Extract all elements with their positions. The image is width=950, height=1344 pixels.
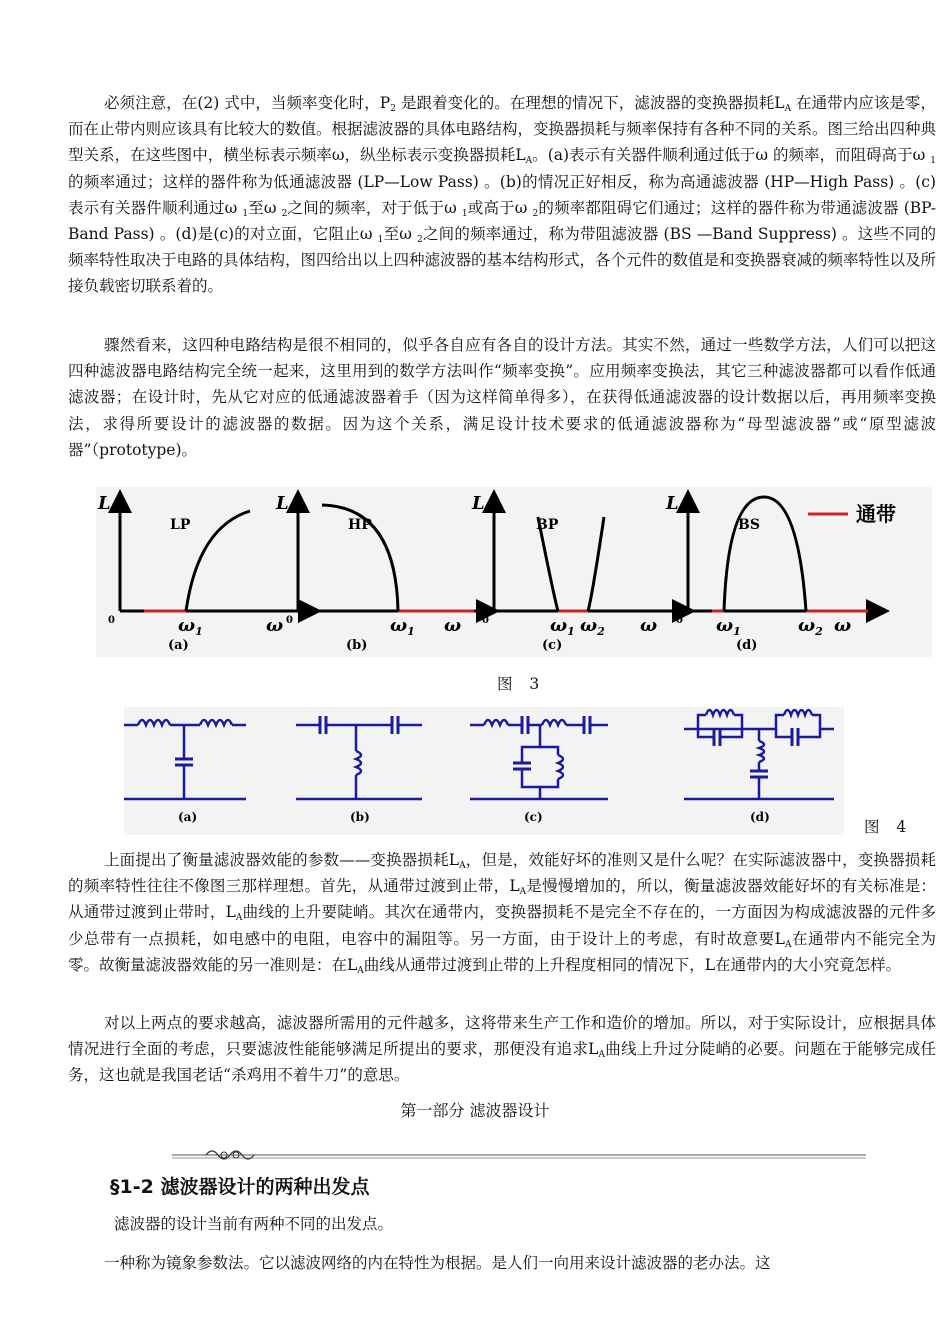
panel-type-label: HP <box>348 517 372 533</box>
paragraph-efficiency-criteria: 上面提出了衡量滤波器效能的参数——变换器损耗$L_A$，但是，效能好坏的准则又是什么呢？在实际滤波器中，变换器损耗的频率特性往往不像图三那样理想。首先，从通带过渡到止带，$L_A$是慢慢增加的，所以，衡量滤波器效能好坏的有关标准是：从通带过渡到止带时，$L_A$曲线的上升要陡峭。其次在通带内，变换器损耗不是完全不存在的，一方面因为构成滤波器的元件多少总带有一点损耗，如电感中的电阻，电容中的漏阻等。另一方面，由于设计上的考虑，有时故意要$L_A$在通带内不能完全为零。故衡量滤波器效能的另一准则是：在$L_A$曲线从通带过渡到止带的上升程度相同的情况下，L在通带内的大小究竟怎样。 <box>68 851 936 976</box>
x-axis-label: ω <box>834 615 852 636</box>
circuit-label: (d) <box>750 810 770 824</box>
circuit-bandpass <box>470 716 608 824</box>
inductor <box>138 720 170 725</box>
legend-passband-label: 通带 <box>856 502 896 526</box>
origin-label: 0 <box>676 615 683 626</box>
inductor <box>356 751 361 775</box>
part-title: 第一部分 滤波器设计 <box>400 1101 550 1120</box>
wire <box>742 715 784 729</box>
omega-label: $\omega_1$ <box>550 615 575 638</box>
origin-label: 0 <box>482 615 489 626</box>
circuit-label: (b) <box>350 810 370 824</box>
panel-label: (a) <box>168 638 189 653</box>
inductor <box>759 741 764 762</box>
wire <box>684 715 706 729</box>
loss-curve-panel-bs <box>665 493 884 653</box>
wire <box>798 729 820 737</box>
omega-label: $\omega_1$ <box>716 615 741 638</box>
figure-3-loss-curves <box>96 487 932 657</box>
circuit-lowpass <box>124 720 246 824</box>
inductor <box>484 720 508 725</box>
body-line: 一种称为镜象参数法。它以滤波网络的内在特性为根据。是人们一向用来设计滤波器的老办法。这 <box>104 1254 771 1272</box>
panel-label: (c) <box>542 638 563 653</box>
circuit-highpass <box>296 716 422 824</box>
loss-curve-panel-hp <box>275 493 494 653</box>
inductor <box>706 710 734 715</box>
circuit-label: (a) <box>178 810 198 824</box>
paragraph-frequency-transform: 骤然看来，这四种电路结构是很不相同的，似乎各自应有各自的设计方法。其实不然，通过一些数学方法，人们可以把这四种滤波器电路结构完全统一起来，这里用到的数学方法叫作“频率变换”。应用频率变换法，其它三种滤波器都可以看作低通滤波器；在设计时，先从它对应的低通滤波器着手（因为这样简单得多），在获得低通滤波器的设计数据以后，再用频率变换法，求得所要设计的滤波器的数据。因为这个关系，满足设计技术要求的低通滤波器称为“母型滤波器”或“原型滤波器”（prototype)。 <box>68 336 936 459</box>
omega-label: $\omega_2$ <box>798 615 823 638</box>
panel-label: (b) <box>346 638 368 653</box>
loss-curve <box>724 497 806 611</box>
y-axis-label: $L_A$ <box>276 493 298 516</box>
panel-type-label: BS <box>738 517 760 533</box>
loss-curve-panel-bp <box>471 493 690 653</box>
figure-3-caption: 图 3 <box>497 675 546 693</box>
omega-label: $\omega_1$ <box>178 615 203 638</box>
y-axis-label: $L_A$ <box>666 493 688 516</box>
wire <box>522 725 540 763</box>
ornamental-divider <box>172 1148 866 1162</box>
inductor <box>784 710 812 715</box>
y-axis-label: $L_A$ <box>98 493 120 516</box>
omega-label: $\omega_1$ <box>390 615 415 638</box>
body-line: 滤波器的设计当前有两种不同的出发点。 <box>114 1215 394 1233</box>
x-axis-label: ω <box>444 615 462 636</box>
inductor <box>558 755 563 779</box>
inductor <box>542 720 566 725</box>
wire <box>776 729 792 737</box>
x-axis-label: ω <box>640 615 658 636</box>
wire <box>812 715 834 729</box>
panel-type-label: LP <box>170 517 191 533</box>
inductor <box>200 720 232 725</box>
wire <box>522 769 540 799</box>
wire <box>540 747 558 755</box>
loss-curve <box>186 511 250 611</box>
figure-4-circuits <box>124 707 844 835</box>
section-title: §1-2 滤波器设计的两种出发点 <box>110 1176 370 1198</box>
wire <box>540 779 558 787</box>
y-axis-label: $L_A$ <box>472 493 494 516</box>
paragraph-practical-design: 对以上两点的要求越高，滤波器所需用的元件越多，这将带来生产工作和造价的增加。所以，对于实际设计，应根据具体情况进行全面的考虑，只要滤波性能能够满足所提出的要求，那便没有追求$L_A$曲线上升过分陡峭的必要。问题在于能够完成任务，这也就是我国老话“杀鸡用不着牛刀”的意思。 <box>68 1014 936 1085</box>
origin-label: 0 <box>108 615 115 626</box>
circuit-label: (c) <box>524 810 543 824</box>
loss-curve-panel-lp <box>97 493 316 653</box>
figure-4-caption: 图 4 <box>864 818 913 836</box>
circuit-bandstop <box>684 710 834 824</box>
panel-label: (d) <box>736 638 758 653</box>
omega-label: $\omega_2$ <box>580 615 605 638</box>
origin-label: 0 <box>286 615 293 626</box>
x-axis-label: ω <box>266 615 284 636</box>
paragraph-filter-loss-intro: 必须注意，在(2) 式中，当频率变化时，$P_2$ 是跟着变化的。在理想的情况下，滤波器的变换器损耗$L_A$ 在通带内应该是零，而在止带内则应该具有比较大的数值。根据滤波器的具体电路结构，变换器损耗与频率保持有各种不同的关系。图三给出四种典型关系，在这些图中，横坐标表示频率ω，纵坐标表示变换器损耗$L_A$。(a)表示有关器件顺利通过低于ω 的频率，而阻碍高于ω $_1$的频率通过；这样的器件称为低通滤波器 (LP—Low Pass) 。(b)的情况正好相反，称为高通滤波器 (HP—High Pass) 。(c) 表示有关器件顺利通过ω $_1$至ω $_2$之间的频率，对于低于ω $_1$或高于ω $_2$的频率都阻碍它们通过；这样的器件称为带通滤波器 (BP-Band Pass) 。(d)是(c)的对立面，它阻止ω $_1$至ω $_2$之间的频率通过，称为带阻滤波器 (BS —Band Suppress) 。这些不同的频率特性取决于电路的具体结构，图四给出以上四种滤波器的基本结构形式，各个元件的数值是和变换器衰减的频率特性以及所接负载密切联系着的。 <box>68 94 937 296</box>
panel-type-label: BP <box>536 517 559 533</box>
